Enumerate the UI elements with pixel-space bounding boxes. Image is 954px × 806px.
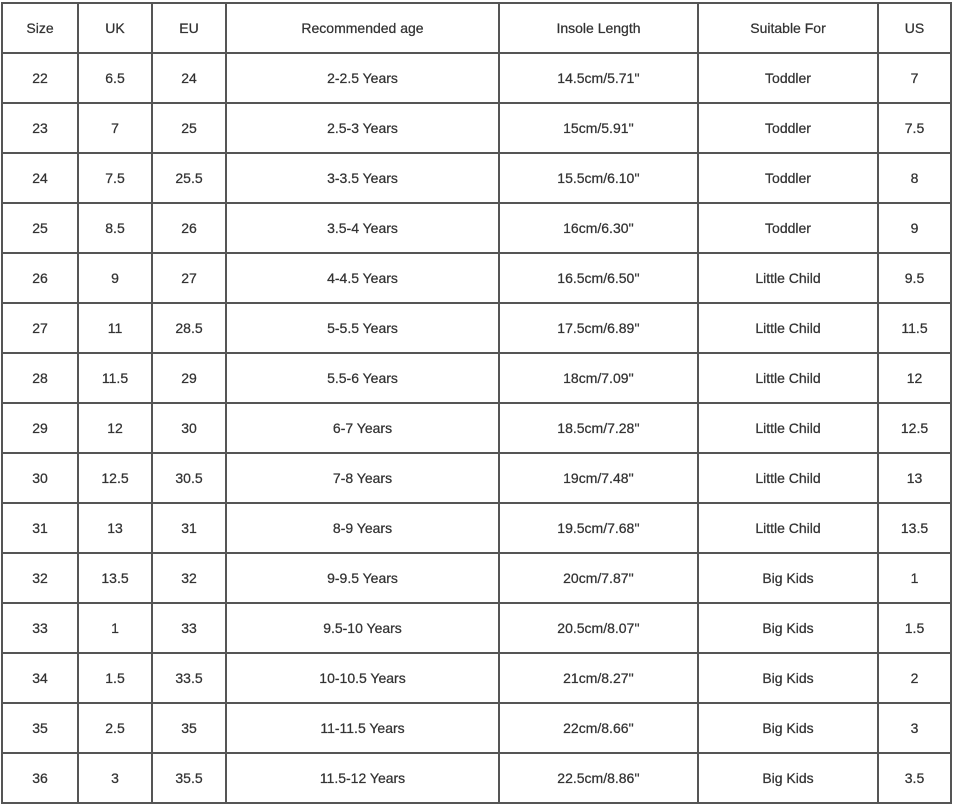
cell-uk: 3 (79, 754, 153, 804)
cell-suitable-for: Toddler (699, 154, 879, 204)
cell-us: 1.5 (879, 604, 952, 654)
table-row (3, 254, 952, 304)
table-row (3, 54, 952, 104)
cell-insole-length: 17.5cm/6.89'' (500, 304, 699, 354)
cell-uk: 9 (79, 254, 153, 304)
cell-uk: 7.5 (79, 154, 153, 204)
cell-insole-length: 22.5cm/8.86'' (500, 754, 699, 804)
cell-suitable-for: Little Child (699, 404, 879, 454)
cell-suitable-for: Toddler (699, 104, 879, 154)
cell-size: 23 (3, 104, 79, 154)
cell-suitable-for: Big Kids (699, 604, 879, 654)
table-row (3, 154, 952, 204)
cell-us: 8 (879, 154, 952, 204)
cell-size: 34 (3, 654, 79, 704)
cell-recommended-age: 9.5-10 Years (227, 604, 500, 654)
cell-insole-length: 14.5cm/5.71'' (500, 54, 699, 104)
cell-recommended-age: 5.5-6 Years (227, 354, 500, 404)
cell-suitable-for: Toddler (699, 54, 879, 104)
cell-us: 11.5 (879, 304, 952, 354)
cell-us: 3 (879, 704, 952, 754)
cell-us: 2 (879, 654, 952, 704)
table-row (3, 704, 952, 754)
header-uk: UK (79, 4, 153, 54)
cell-eu: 30 (153, 404, 227, 454)
cell-eu: 31 (153, 504, 227, 554)
cell-size: 24 (3, 154, 79, 204)
cell-suitable-for: Little Child (699, 354, 879, 404)
cell-uk: 6.5 (79, 54, 153, 104)
cell-insole-length: 16.5cm/6.50'' (500, 254, 699, 304)
table-row (3, 304, 952, 354)
cell-eu: 26 (153, 204, 227, 254)
cell-us: 7 (879, 54, 952, 104)
cell-eu: 24 (153, 54, 227, 104)
cell-size: 26 (3, 254, 79, 304)
cell-suitable-for: Little Child (699, 304, 879, 354)
table-row (3, 454, 952, 504)
cell-us: 1 (879, 554, 952, 604)
cell-suitable-for: Big Kids (699, 754, 879, 804)
table-row (3, 104, 952, 154)
cell-eu: 27 (153, 254, 227, 304)
cell-uk: 1.5 (79, 654, 153, 704)
cell-insole-length: 20cm/7.87'' (500, 554, 699, 604)
cell-us: 13 (879, 454, 952, 504)
cell-suitable-for: Big Kids (699, 704, 879, 754)
cell-insole-length: 18.5cm/7.28'' (500, 404, 699, 454)
size-chart-table (1, 2, 952, 804)
cell-eu: 35.5 (153, 754, 227, 804)
cell-recommended-age: 2.5-3 Years (227, 104, 500, 154)
table-row (3, 504, 952, 554)
cell-suitable-for: Little Child (699, 254, 879, 304)
cell-suitable-for: Little Child (699, 504, 879, 554)
cell-uk: 12 (79, 404, 153, 454)
cell-eu: 35 (153, 704, 227, 754)
cell-recommended-age: 6-7 Years (227, 404, 500, 454)
cell-us: 12 (879, 354, 952, 404)
header-insole-length: Insole Length (500, 4, 699, 54)
cell-eu: 29 (153, 354, 227, 404)
cell-suitable-for: Big Kids (699, 654, 879, 704)
header-suitable-for: Suitable For (699, 4, 879, 54)
cell-size: 31 (3, 504, 79, 554)
cell-eu: 33.5 (153, 654, 227, 704)
cell-us: 9.5 (879, 254, 952, 304)
table-row (3, 554, 952, 604)
cell-size: 35 (3, 704, 79, 754)
cell-insole-length: 19cm/7.48'' (500, 454, 699, 504)
cell-eu: 25 (153, 104, 227, 154)
cell-us: 12.5 (879, 404, 952, 454)
cell-uk: 13.5 (79, 554, 153, 604)
cell-size: 28 (3, 354, 79, 404)
table-row (3, 654, 952, 704)
cell-eu: 30.5 (153, 454, 227, 504)
cell-recommended-age: 4-4.5 Years (227, 254, 500, 304)
cell-eu: 28.5 (153, 304, 227, 354)
cell-recommended-age: 3.5-4 Years (227, 204, 500, 254)
cell-suitable-for: Little Child (699, 454, 879, 504)
cell-eu: 33 (153, 604, 227, 654)
cell-insole-length: 16cm/6.30'' (500, 204, 699, 254)
cell-size: 33 (3, 604, 79, 654)
cell-insole-length: 19.5cm/7.68'' (500, 504, 699, 554)
table-row (3, 404, 952, 454)
cell-us: 13.5 (879, 504, 952, 554)
cell-uk: 2.5 (79, 704, 153, 754)
header-size: Size (3, 4, 79, 54)
cell-size: 27 (3, 304, 79, 354)
cell-size: 32 (3, 554, 79, 604)
header-us: US (879, 4, 952, 54)
cell-uk: 1 (79, 604, 153, 654)
cell-us: 7.5 (879, 104, 952, 154)
cell-recommended-age: 5-5.5 Years (227, 304, 500, 354)
cell-recommended-age: 11.5-12 Years (227, 754, 500, 804)
cell-uk: 11.5 (79, 354, 153, 404)
cell-eu: 32 (153, 554, 227, 604)
cell-recommended-age: 9-9.5 Years (227, 554, 500, 604)
cell-insole-length: 21cm/8.27'' (500, 654, 699, 704)
table-row (3, 754, 952, 804)
cell-recommended-age: 7-8 Years (227, 454, 500, 504)
table-body (3, 54, 952, 804)
table-row (3, 204, 952, 254)
cell-suitable-for: Big Kids (699, 554, 879, 604)
cell-insole-length: 20.5cm/8.07'' (500, 604, 699, 654)
table-row (3, 354, 952, 404)
cell-size: 25 (3, 204, 79, 254)
cell-us: 3.5 (879, 754, 952, 804)
cell-insole-length: 18cm/7.09'' (500, 354, 699, 404)
cell-recommended-age: 11-11.5 Years (227, 704, 500, 754)
header-row (3, 4, 952, 54)
cell-size: 30 (3, 454, 79, 504)
cell-recommended-age: 8-9 Years (227, 504, 500, 554)
cell-recommended-age: 2-2.5 Years (227, 54, 500, 104)
cell-size: 36 (3, 754, 79, 804)
cell-uk: 13 (79, 504, 153, 554)
cell-insole-length: 22cm/8.66'' (500, 704, 699, 754)
cell-eu: 25.5 (153, 154, 227, 204)
header-eu: EU (153, 4, 227, 54)
cell-size: 29 (3, 404, 79, 454)
table-row (3, 604, 952, 654)
cell-recommended-age: 3-3.5 Years (227, 154, 500, 204)
cell-insole-length: 15cm/5.91'' (500, 104, 699, 154)
cell-us: 9 (879, 204, 952, 254)
table-header (3, 4, 952, 54)
cell-uk: 12.5 (79, 454, 153, 504)
cell-insole-length: 15.5cm/6.10'' (500, 154, 699, 204)
cell-suitable-for: Toddler (699, 204, 879, 254)
cell-uk: 8.5 (79, 204, 153, 254)
cell-size: 22 (3, 54, 79, 104)
cell-uk: 11 (79, 304, 153, 354)
cell-recommended-age: 10-10.5 Years (227, 654, 500, 704)
header-recommended-age: Recommended age (227, 4, 500, 54)
cell-uk: 7 (79, 104, 153, 154)
